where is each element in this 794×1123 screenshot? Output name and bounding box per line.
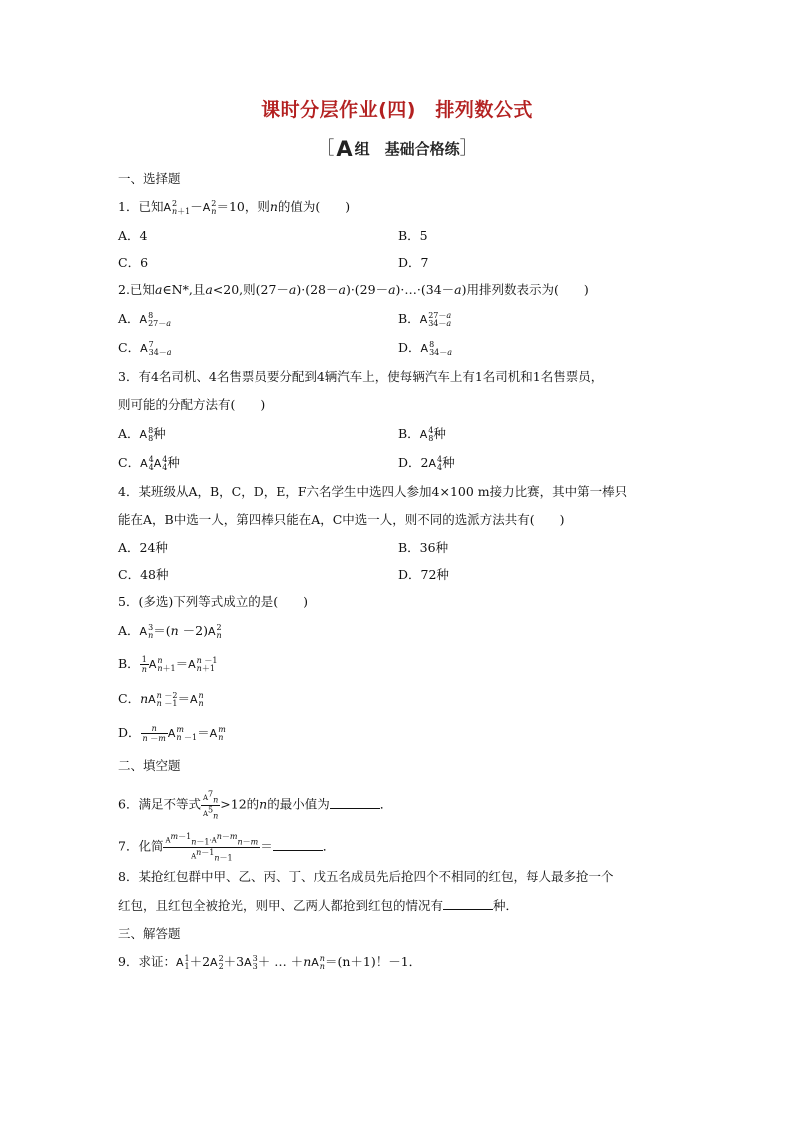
question-2-option-b: B．A 27－a 34－a xyxy=(398,310,452,328)
group-bracket-close: ］ xyxy=(459,138,478,159)
question-6: 6．满足不等式 $\frac{A^7_n}{A^5_n}$ >12的n的最小值为 ． xyxy=(118,790,393,821)
section-heading-fill: 二、填空题 xyxy=(118,758,181,773)
section-heading-answer: 三、解答题 xyxy=(118,926,181,941)
question-4-option-c: C．48种 xyxy=(118,567,169,582)
question-5-option-a: A．A 3 n ＝(n －2)A 2 n xyxy=(118,622,222,640)
group-heading xyxy=(0,134,794,161)
section-heading-choice: 一、选择题 xyxy=(118,171,181,186)
question-4-option-a: A．24种 xyxy=(118,540,168,555)
question-2-option-c: C．A 7 34－a xyxy=(118,339,172,357)
question-3-option-d: D．2A 4 4 种 xyxy=(398,454,455,472)
question-9: 9．求证：A 1 1 ＋2A 2 2 ＋3A 3 3 ＋ … ＋nA n n ＝(n＋1)！－1． xyxy=(118,953,422,971)
question-4-stem-line1: 4．某班级从A，B，C，D，E，F六名学生中选四人参加4×100 m接力比赛，其中第一棒只 xyxy=(118,484,628,499)
answer-blank xyxy=(273,839,323,851)
question-2-stem: 2.已知a∈N*,且a<20,则(27－a)·(28－a)·(29－a)·…·(34－a)用排列数表示为( ) xyxy=(118,282,589,297)
question-1-option-c: C．6 xyxy=(118,255,149,270)
answer-blank xyxy=(443,898,493,910)
question-1-option-b: B．5 xyxy=(398,228,428,243)
question-7: 7．化简 $\frac{A^{m-1}_{n-1}\cdot A^{n-m}_{n-m}}{A^{n-1}_{n-1}}$ ＝ ． xyxy=(118,832,336,863)
group-badge: A xyxy=(336,137,353,161)
question-5-stem: 5．(多选)下列等式成立的是( ) xyxy=(118,594,308,609)
question-3-stem-line2: 则可能的分配方法有( ) xyxy=(118,397,266,412)
question-5-option-c: C．nA n －2 n －1 ＝A n n xyxy=(118,690,204,708)
question-5-option-b: B． $\frac{1}{n}$ A n n＋1 ＝A n －1 n＋1 xyxy=(118,655,218,674)
group-label: 组 基础合格练 xyxy=(354,140,460,158)
question-3-option-a: A．A 8 8 种 xyxy=(118,425,166,443)
question-2-option-a: A．A 8 27－a xyxy=(118,310,172,328)
question-1-stem: 1．已知A 2 n＋1 －A 2 n ＝10，则n的值为( ) xyxy=(118,198,351,216)
question-4-option-b: B．36种 xyxy=(398,540,449,555)
question-4-stem-line2: 能在A，B中选一人，第四棒只能在A，C中选一人，则不同的选派方法共有( ) xyxy=(118,512,565,527)
group-bracket-open: ［ xyxy=(316,138,335,159)
question-3-option-c: C．A 4 4 A 4 4 种 xyxy=(118,454,180,472)
question-5-option-d: D． $\frac{n}{n -m}$ A m n －1 ＝A m n xyxy=(118,724,226,743)
question-2-option-d: D．A 8 34－a xyxy=(398,339,453,357)
question-4-option-d: D．72种 xyxy=(398,567,449,582)
page-title: 课时分层作业(四) 排列数公式 xyxy=(261,99,533,121)
question-8-line2: 红包，且红包全被抢光，则甲、乙两人都抢到红包的情况有 种． xyxy=(118,898,519,913)
question-3-option-b: B．A 4 8 种 xyxy=(398,425,446,443)
question-3-stem-line1: 3．有4名司机、4名售票员要分配到4辆汽车上，使每辆汽车上有1名司机和1名售票员， xyxy=(118,369,604,384)
answer-blank xyxy=(330,797,380,809)
question-1-option-a: A．4 xyxy=(118,228,148,243)
question-1-option-d: D．7 xyxy=(398,255,429,270)
question-8-line1: 8．某抢红包群中甲、乙、丙、丁、戊五名成员先后抢四个不相同的红包，每人最多抢一个 xyxy=(118,869,614,884)
